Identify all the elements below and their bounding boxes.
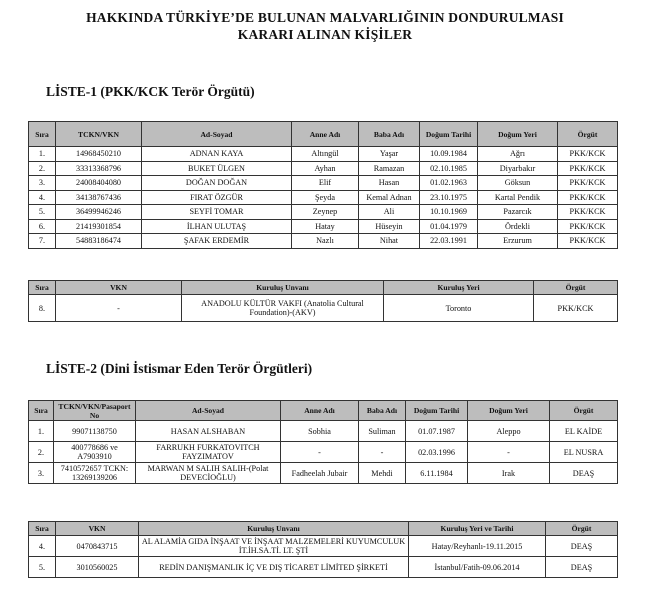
table-cell: Kemal Adnan — [359, 190, 420, 205]
column-header: Baba Adı — [359, 401, 406, 421]
table-cell: Altıngül — [292, 147, 359, 162]
table-cell: EL NUSRA — [550, 442, 618, 463]
column-header: Doğum Yeri — [478, 122, 558, 147]
table-cell: 34138767436 — [56, 190, 142, 205]
table-cell: İstanbul/Fatih-09.06.2014 — [409, 557, 546, 578]
column-header: Doğum Tarihi — [420, 122, 478, 147]
header-row — [29, 401, 618, 421]
table-cell: 3. — [29, 463, 54, 484]
table-row — [29, 219, 618, 234]
list1-persons-table — [28, 121, 618, 249]
column-header: Anne Adı — [292, 122, 359, 147]
table-cell: - — [281, 442, 359, 463]
table-cell: Fadheelah Jubair — [281, 463, 359, 484]
column-header: Ad-Soyad — [142, 122, 292, 147]
table-cell: BUKET ÜLGEN — [142, 161, 292, 176]
table-cell: 10.10.1969 — [420, 205, 478, 220]
table-cell: Kartal Pendik — [478, 190, 558, 205]
table-cell: 7. — [29, 234, 56, 249]
column-header: Kuruluş Unvanı — [182, 281, 384, 295]
table-cell: MARWAN M SALIH SALIH-(Polat DEVECİOĞLU) — [136, 463, 281, 484]
table-cell: 6. — [29, 219, 56, 234]
table-cell: Sobhia — [281, 421, 359, 442]
table-cell: 54883186474 — [56, 234, 142, 249]
list2-heading: LİSTE-2 (Dini İstismar Eden Terör Örgütleri) — [46, 361, 313, 376]
document-title-line2: KARARI ALINAN KİŞİLER — [237, 27, 413, 42]
table-cell: 7410572657 TCKN: 13269139206 — [54, 463, 136, 484]
table-cell: ANADOLU KÜLTÜR VAKFI (Anatolia Cultural Foundation)-(AKV) — [182, 295, 384, 322]
table-cell: ADNAN KAYA — [142, 147, 292, 162]
table-row — [29, 421, 618, 442]
table-cell: 14968450210 — [56, 147, 142, 162]
table-cell: 33313368796 — [56, 161, 142, 176]
table-cell: PKK/KCK — [558, 190, 618, 205]
column-header: VKN — [56, 522, 139, 536]
table-header — [29, 122, 618, 147]
table-cell: 1. — [29, 147, 56, 162]
column-header: Kuruluş Yeri ve Tarihi — [409, 522, 546, 536]
table-cell: 0470843715 — [56, 536, 139, 557]
table-cell: 8. — [29, 295, 56, 322]
column-header: Doğum Yeri — [468, 401, 550, 421]
table-cell: 99071138750 — [54, 421, 136, 442]
table-cell: Mehdi — [359, 463, 406, 484]
table-cell: 24008404080 — [56, 176, 142, 191]
table-cell: 4. — [29, 190, 56, 205]
document-title-line1: HAKKINDA TÜRKİYE’DE BULUNAN MALVARLIĞININ DONDURULMASI — [86, 10, 564, 25]
table-cell: 01.02.1963 — [420, 176, 478, 191]
table-cell: Ramazan — [359, 161, 420, 176]
table-cell: - — [359, 442, 406, 463]
column-header: Sıra — [29, 281, 56, 295]
table-body — [29, 295, 618, 322]
table-row — [29, 557, 618, 578]
table-cell: Nazlı — [292, 234, 359, 249]
table-cell: PKK/KCK — [558, 161, 618, 176]
table-cell: 5. — [29, 205, 56, 220]
table-cell: Göksun — [478, 176, 558, 191]
table-cell: - — [468, 442, 550, 463]
column-header: Örgüt — [534, 281, 618, 295]
table-cell: PKK/KCK — [558, 176, 618, 191]
column-header: Örgüt — [546, 522, 618, 536]
table-row — [29, 536, 618, 557]
table-cell: AL ALAMİA GIDA İNŞAAT VE İNŞAAT MALZEMELERİ KUYUMCULUK İT.İH.SA.Tİ. LT. ŞTİ — [139, 536, 409, 557]
table-cell: Erzurum — [478, 234, 558, 249]
table-body — [29, 421, 618, 484]
table-cell: 2. — [29, 161, 56, 176]
list2-persons-table — [28, 400, 618, 484]
column-header: TCKN/VKN/Pasaport No — [54, 401, 136, 421]
table-header — [29, 401, 618, 421]
table-cell: SEYFİ TOMAR — [142, 205, 292, 220]
list1-heading: LİSTE-1 (PKK/KCK Terör Örgütü) — [46, 84, 255, 99]
column-header: Anne Adı — [281, 401, 359, 421]
table-cell: Şeyda — [292, 190, 359, 205]
header-row — [29, 281, 618, 295]
table-row — [29, 161, 618, 176]
table-cell: Nihat — [359, 234, 420, 249]
table-cell: 02.03.1996 — [406, 442, 468, 463]
table-cell: Elif — [292, 176, 359, 191]
table-row — [29, 190, 618, 205]
list1-organizations-table — [28, 280, 618, 322]
table-cell: Hatay/Reyhanlı-19.11.2015 — [409, 536, 546, 557]
table-cell: 1. — [29, 421, 54, 442]
table-cell: Irak — [468, 463, 550, 484]
table-cell: 3. — [29, 176, 56, 191]
table-cell: 36499946246 — [56, 205, 142, 220]
table-cell: Yaşar — [359, 147, 420, 162]
table-body — [29, 536, 618, 578]
table-header — [29, 522, 618, 536]
table-cell: İLHAN ULUTAŞ — [142, 219, 292, 234]
table-cell: PKK/KCK — [558, 219, 618, 234]
table-cell: 01.04.1979 — [420, 219, 478, 234]
list2-organizations-table — [28, 521, 618, 578]
table-body — [29, 147, 618, 249]
table-row — [29, 234, 618, 249]
table-cell: EL KAİDE — [550, 421, 618, 442]
table-cell: Hatay — [292, 219, 359, 234]
table-cell: - — [56, 295, 182, 322]
table-row — [29, 463, 618, 484]
table-cell: ŞAFAK ERDEMİR — [142, 234, 292, 249]
table-cell: Aleppo — [468, 421, 550, 442]
table-cell: Zeynep — [292, 205, 359, 220]
column-header: Ad-Soyad — [136, 401, 281, 421]
table-cell: DEAŞ — [546, 557, 618, 578]
table-row — [29, 295, 618, 322]
table-cell: DEAŞ — [550, 463, 618, 484]
header-row — [29, 122, 618, 147]
column-header: Baba Adı — [359, 122, 420, 147]
table-cell: 01.07.1987 — [406, 421, 468, 442]
table-cell: Ağrı — [478, 147, 558, 162]
column-header: Kuruluş Yeri — [384, 281, 534, 295]
table-cell: REDİN DANIŞMANLIK İÇ VE DIŞ TİCARET LİMİTED ŞİRKETİ — [139, 557, 409, 578]
table-cell: 6.11.1984 — [406, 463, 468, 484]
table-cell: Ördekli — [478, 219, 558, 234]
column-header: Sıra — [29, 122, 56, 147]
table-cell: Diyarbakır — [478, 161, 558, 176]
table-cell: 2. — [29, 442, 54, 463]
table-cell: 22.03.1991 — [420, 234, 478, 249]
table-cell: PKK/KCK — [558, 147, 618, 162]
table-row — [29, 176, 618, 191]
table-cell: 10.09.1984 — [420, 147, 478, 162]
table-cell: PKK/KCK — [534, 295, 618, 322]
table-cell: Hasan — [359, 176, 420, 191]
table-cell: Ayhan — [292, 161, 359, 176]
table-cell: HASAN ALSHABAN — [136, 421, 281, 442]
column-header: Sıra — [29, 522, 56, 536]
table-cell: 400778686 ve A7903910 — [54, 442, 136, 463]
table-cell: Suliman — [359, 421, 406, 442]
table-cell: 5. — [29, 557, 56, 578]
table-header — [29, 281, 618, 295]
column-header: Örgüt — [550, 401, 618, 421]
table-cell: 02.10.1985 — [420, 161, 478, 176]
table-cell: FIRAT ÖZGÜR — [142, 190, 292, 205]
header-row — [29, 522, 618, 536]
column-header: VKN — [56, 281, 182, 295]
table-row — [29, 147, 618, 162]
table-cell: Hüseyin — [359, 219, 420, 234]
column-header: Örgüt — [558, 122, 618, 147]
table-cell: Toronto — [384, 295, 534, 322]
table-cell: DOĞAN DOĞAN — [142, 176, 292, 191]
table-cell: Ali — [359, 205, 420, 220]
table-cell: 3010560025 — [56, 557, 139, 578]
table-cell: 23.10.1975 — [420, 190, 478, 205]
table-cell: PKK/KCK — [558, 205, 618, 220]
column-header: Doğum Tarihi — [406, 401, 468, 421]
table-cell: DEAŞ — [546, 536, 618, 557]
column-header: TCKN/VKN — [56, 122, 142, 147]
table-cell: Pazarcık — [478, 205, 558, 220]
table-cell: FARRUKH FURKATOVITCH FAYZIMATOV — [136, 442, 281, 463]
table-row — [29, 442, 618, 463]
table-cell: 4. — [29, 536, 56, 557]
table-cell: PKK/KCK — [558, 234, 618, 249]
table-row — [29, 205, 618, 220]
column-header: Sıra — [29, 401, 54, 421]
column-header: Kuruluş Unvanı — [139, 522, 409, 536]
table-cell: 21419301854 — [56, 219, 142, 234]
